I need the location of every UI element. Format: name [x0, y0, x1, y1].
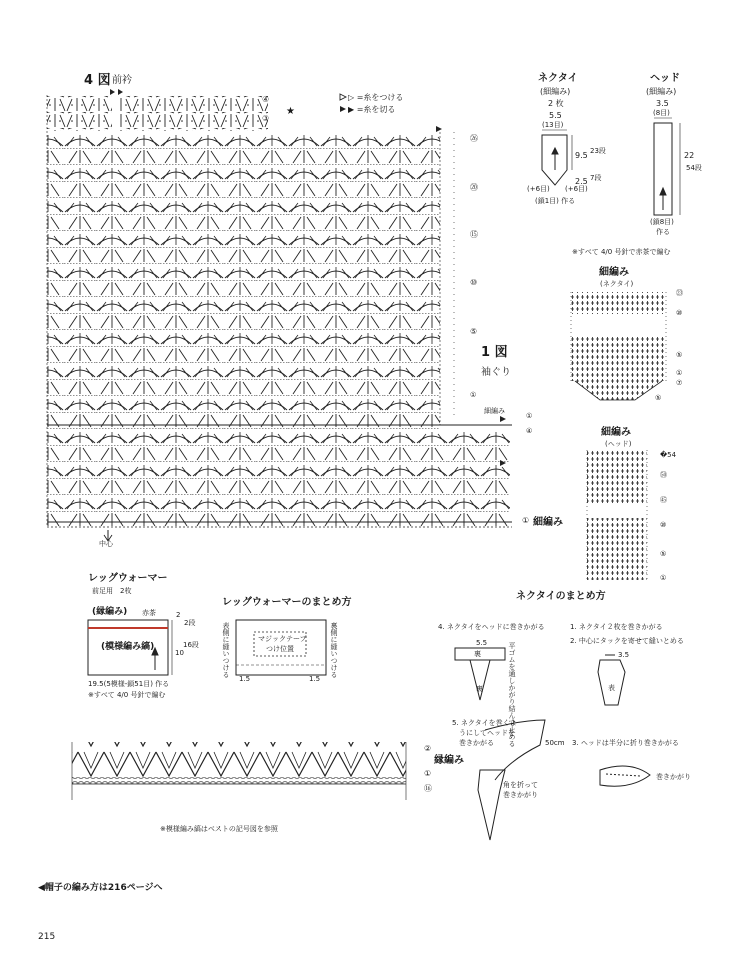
necktie-schematic — [542, 130, 572, 185]
head-marker-1: ① — [660, 574, 667, 582]
row-marker-15: ⑮ — [470, 230, 478, 239]
necktie-cast-on: (鎖1目) 作る — [535, 197, 576, 205]
head-stitch-chart — [587, 450, 647, 580]
necktie-len2: 2.5 — [575, 177, 588, 186]
tie-corner-b: 巻きかがり — [503, 791, 538, 799]
tie-chart-title: 細編み — [599, 267, 629, 278]
leg-body-label: (模様編み縞) — [101, 642, 155, 652]
legend-cut: ▶ =糸を切る — [348, 105, 396, 114]
head-chart-sub: (ヘッド) — [605, 440, 632, 448]
head-cast-on-a: (鎖8目) — [650, 218, 674, 226]
tie-marker-5b: ⑤ — [655, 394, 662, 402]
tie-step4: 4. ネクタイをヘッドに巻きかがる — [438, 623, 545, 631]
page-number: 215 — [38, 932, 56, 942]
row-marker-1-upper: ① — [470, 391, 477, 399]
necktie-len2-rows: 7段 — [590, 174, 602, 182]
leg-left-side: 表側に縫いつける — [222, 622, 230, 678]
fig1-sub: 袖ぐり — [481, 367, 511, 378]
necktie-len1: 9.5 — [575, 151, 588, 160]
tie-step1: 1. ネクタイ２枚を巻きかがる — [570, 623, 663, 631]
head-title: ヘッド — [650, 73, 680, 84]
fig4-sub: 前衿 — [112, 75, 132, 86]
edge-label-small: 細編み — [484, 407, 505, 415]
leg-assembly-title: レッグウォーマーのまとめ方 — [222, 597, 352, 608]
row-marker-1-b: ① — [526, 412, 533, 420]
head-cast-on-b: 作る — [656, 228, 670, 236]
tie-marker-5: ⑤ — [676, 351, 683, 359]
head-marker-45: ㊺ — [660, 496, 667, 504]
tie-elastic: 平ゴムを通しかがり結んで止める — [508, 642, 516, 747]
necktie-sub: (細編み) — [540, 87, 571, 96]
row-marker-4-b: ④ — [526, 427, 533, 435]
necktie-inc-right: (+6目) — [565, 185, 588, 193]
leg-width-note: 19.5(5模様-鎖51目) 作る — [88, 680, 170, 688]
main-crochet-chart — [47, 89, 512, 541]
star-mark: ★ — [286, 106, 295, 117]
necktie-inc-left: (+6目) — [527, 185, 550, 193]
fig4-label: 4 図 — [84, 73, 111, 88]
tie-step2-cm: 3.5 — [618, 651, 630, 659]
row-marker-1-bottom: ① — [522, 516, 530, 525]
leg-right-side: 裏側に縫いつける — [330, 622, 338, 678]
necktie-title: ネクタイ — [538, 73, 578, 84]
head-width-rows: (8目) — [653, 109, 670, 117]
tie-marker-10: ⑩ — [676, 309, 683, 317]
leg-left-cm: 1.5 — [239, 675, 251, 683]
leg-edge-label: (縁編み) — [92, 607, 128, 617]
tie-step5c: 巻きかがる — [459, 739, 494, 747]
leg-warmer-title: レッグウォーマー — [88, 573, 168, 584]
next-page-link[interactable]: ◀帽子の編み方は216ページへ — [38, 883, 163, 893]
center-label: 中心 — [99, 540, 113, 548]
tie-step5b: うにしてヘッドを — [459, 729, 515, 737]
tie-50cm: 50cm — [545, 739, 565, 747]
leg-edge-cm: 2 — [176, 611, 181, 619]
row-marker-26: ㉖ — [470, 134, 478, 143]
leg-edge-color: 赤茶 — [142, 609, 156, 617]
bottom-marker-1: ① — [424, 769, 432, 778]
leg-tape: マジックテープ — [258, 635, 307, 643]
leg-tape-pos: つけ位置 — [266, 645, 294, 653]
leg-body-rows: 16段 — [183, 641, 199, 649]
head-marker-10: ⑩ — [660, 521, 667, 529]
tie-stitch-chart — [571, 292, 666, 400]
tie-step2: 2. 中心にタックを寄せて縫いとめる — [570, 637, 684, 645]
bottom-marker-2: ② — [424, 744, 432, 753]
head-note: ※すべて 4/0 号針で赤茶で編む — [572, 248, 671, 256]
row-marker-3: ③ — [262, 114, 270, 123]
bottom-note: ※模様編み縞はベストの記号図を参照 — [160, 825, 278, 833]
edge-label-large: 細編み — [533, 517, 563, 528]
leg-warmer-sub: 前足用 2枚 — [92, 587, 132, 595]
leg-body-cm: 10 — [175, 649, 184, 657]
head-width: 3.5 — [656, 99, 669, 108]
head-schematic — [654, 118, 680, 215]
necktie-len1-rows: 23段 — [590, 147, 606, 155]
tie-omote: 表 — [608, 684, 615, 692]
head-chart-title: 細編み — [601, 427, 631, 438]
head-marker-54: �54 — [660, 451, 677, 459]
tie-step3: 3. ヘッドは半分に折り巻きかがる — [572, 739, 679, 747]
tie-corner-a: 角を折って — [503, 781, 538, 789]
necktie-count: 2 枚 — [548, 99, 564, 108]
leg-edge-rows: 2段 — [184, 619, 196, 627]
necktie-width-rows: (13目) — [542, 121, 564, 129]
tie-marker-23: ㉓ — [676, 289, 683, 297]
tie-makikagari: 巻きかがり — [656, 773, 691, 781]
bottom-edge-label: 縁編み — [434, 755, 464, 766]
row-marker-20: ⑳ — [470, 183, 478, 192]
tie-marker-7: ⑦ — [676, 379, 683, 387]
bottom-marker-16: ⑯ — [424, 784, 432, 793]
row-marker-10: ⑩ — [470, 278, 478, 287]
legend-join: ▷ =糸をつける — [348, 93, 404, 102]
head-marker-50: ㊿ — [660, 471, 667, 479]
head-marker-5: ⑤ — [660, 550, 667, 558]
head-sub: (細編み) — [646, 87, 677, 96]
necktie-width: 5.5 — [549, 111, 562, 120]
head-len: 22 — [684, 151, 695, 160]
bottom-edge-chart — [72, 742, 406, 800]
tie-chart-sub: (ネクタイ) — [600, 280, 634, 288]
tie-step5a: 5. ネクタイを巻くよ — [452, 719, 517, 727]
tie-ura-b: 裏 — [476, 685, 483, 693]
tie-assembly-title: ネクタイのまとめ方 — [516, 591, 606, 602]
row-marker-5: ⑤ — [470, 327, 478, 336]
leg-right-cm: 1.5 — [309, 675, 321, 683]
tie-ura-a: 裏 — [474, 650, 481, 658]
leg-needle-note: ※すべて 4/0 号針で編む — [88, 691, 166, 699]
fig1-label: 1 図 — [481, 345, 508, 360]
tie-marker-1: ① — [676, 369, 683, 377]
tie-step4-cm: 5.5 — [476, 639, 488, 647]
row-marker-4: ④ — [262, 95, 270, 104]
head-len-rows: 54段 — [686, 164, 702, 172]
